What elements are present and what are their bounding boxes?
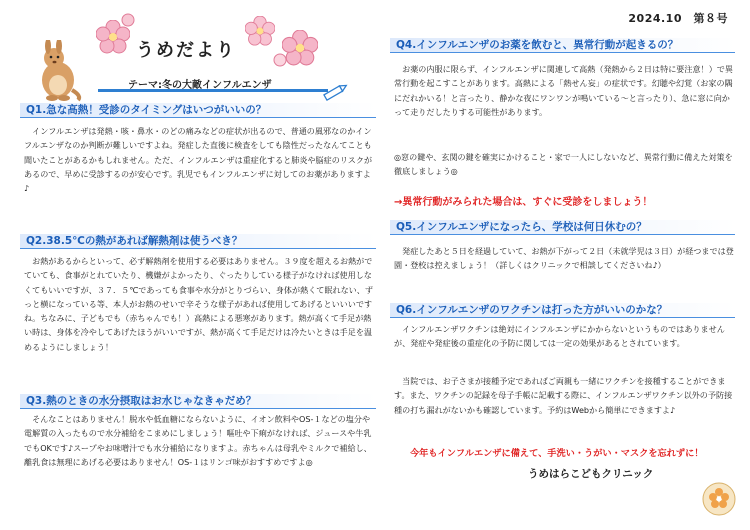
q1-body: インフルエンザは発熱・咳・鼻水・のどの痛みなどの症状が出るので、普通の風邪なのかインフルエンザなのか判断が難しいですよね。発症した直後に検査をしても陰性だったなんてことも聞いたことがあるかもしれません。ただ、インフルエンザは重症化すると肺炎や脳症のリスクがあるので、早めに受診するのが安心です。乳児でもインフルエンザに対してのお薬がありますよ♪: [24, 126, 373, 194]
q4-alert: →異常行動がみられた場合は、すぐに受診をしましょう！: [394, 197, 653, 208]
q5-heading: Q5.インフルエンザになったら、学校は何日休むの？: [390, 220, 735, 235]
q4-precaution: ◎窓の鍵や、玄関の鍵を確実にかけること・家で一人にしないなど、異常行動に備えた対策を徹底しましょう◎: [394, 152, 733, 177]
clinic-logo-icon: [702, 482, 736, 516]
pencil-icon: [320, 82, 350, 102]
plum-bud-icon: [120, 12, 136, 28]
closing-message: 今年もインフルエンザに備えて、手洗い・うがい・マスクを忘れずに！: [410, 448, 704, 459]
q6-booking: 当院では、お子さまが接種予定であればご両親も一緒にワクチンを接種することができます。また、ワクチンの記録を母子手帳に記載する際に、インフルエンザワクチン以外の予防接種の打ち漏れがないかも確認しています。予約はWebから簡単にできますよ♪: [394, 376, 733, 415]
q5-body: 発症したあと５日を経過していて、お熱が下がって２日（未就学児は３日）が経つまでは登園・登校は控えましょう！（詳しくはクリニックで相談してくださいね♪）: [394, 246, 734, 271]
q2-body: お熱があるからといって、必ず解熱剤を使用する必要はありません。３９度を超えるお熱がでていても、食事がとれていたり、機嫌がよかったり、ぐったりしている様子がなければ使用しなくてもいいですが、３７．５℃であっても食事や水分がとりづらい、身体が熱くて眠れない、ずっと横になっている等、本人がお熱のせいで辛そうな様子があれば使用してあげるといいいですね。ちなみに、子どもでも（赤ちゃんでも！）高熱による悪寒があります。熱が高くて手足が熱い時は、身体を冷やしてあげたほうがいいですが、熱が高くて手足だけは冷たいときは手足を温めるようにしましょう！: [24, 256, 373, 352]
plum-flower-icon: [245, 16, 275, 46]
issue-number: 2024.10 第８号: [628, 12, 728, 25]
q2-heading: Q2.38.5℃の熱があれば解熱剤は使うべき？: [20, 234, 376, 249]
header: [20, 12, 375, 104]
kangaroo-icon: [28, 40, 84, 102]
newsletter-title: うめだより: [136, 40, 236, 61]
q4-heading: Q4.インフルエンザのお薬を飲むと、異常行動が起きるの？: [390, 38, 735, 53]
q3-body: そんなことはありません！脱水や低血糖にならないように、イオン飲料やOS-１などの塩分や電解質の入ったもので水分補給をこまめにしましょう！嘔吐や下痢がなければ、ジュースや牛乳でもOKです♪スープやお味噌汁でも水分補給になりますよ。赤ちゃんは母乳やミルクで補給し、離乳食は無理にあげる必要はありません！OS-１はリンゴ味がおすすめですよ◎: [24, 414, 372, 467]
theme-label: テーマ:冬の大敵インフルエンザ: [128, 80, 272, 91]
q1-heading: Q1.急な高熱！受診のタイミングはいつがいいの？: [20, 103, 376, 118]
q6-heading: Q6.インフルエンザのワクチンは打った方がいいのかな？: [390, 303, 735, 318]
plum-bud-icon: [272, 52, 288, 68]
q6-body: インフルエンザワクチンは絶対にインフルエンザにかからないというものではありませんが、発症や発症後の重症化の予防に関しては一定の効果があるとされています。: [394, 324, 725, 349]
q4-body: お薬の内服に限らず、インフルエンザに関連して高熱（発熱から２日は特に要注意！）で異常行動を起こすことがあります。高熱による「熱せん妄」の症状です。幻聴や幻覚（お家の隅にだれかいる！と言ったり、静かな夜にワンワンが鳴いている～と言ったり）、急に窓に向かって走りだしたりする可能性があります。: [394, 64, 733, 117]
clinic-name: うめはらこどもクリニック: [528, 468, 654, 480]
q3-heading: Q3.熱のときの水分摂取はお水じゃなきゃだめ？: [20, 394, 376, 409]
